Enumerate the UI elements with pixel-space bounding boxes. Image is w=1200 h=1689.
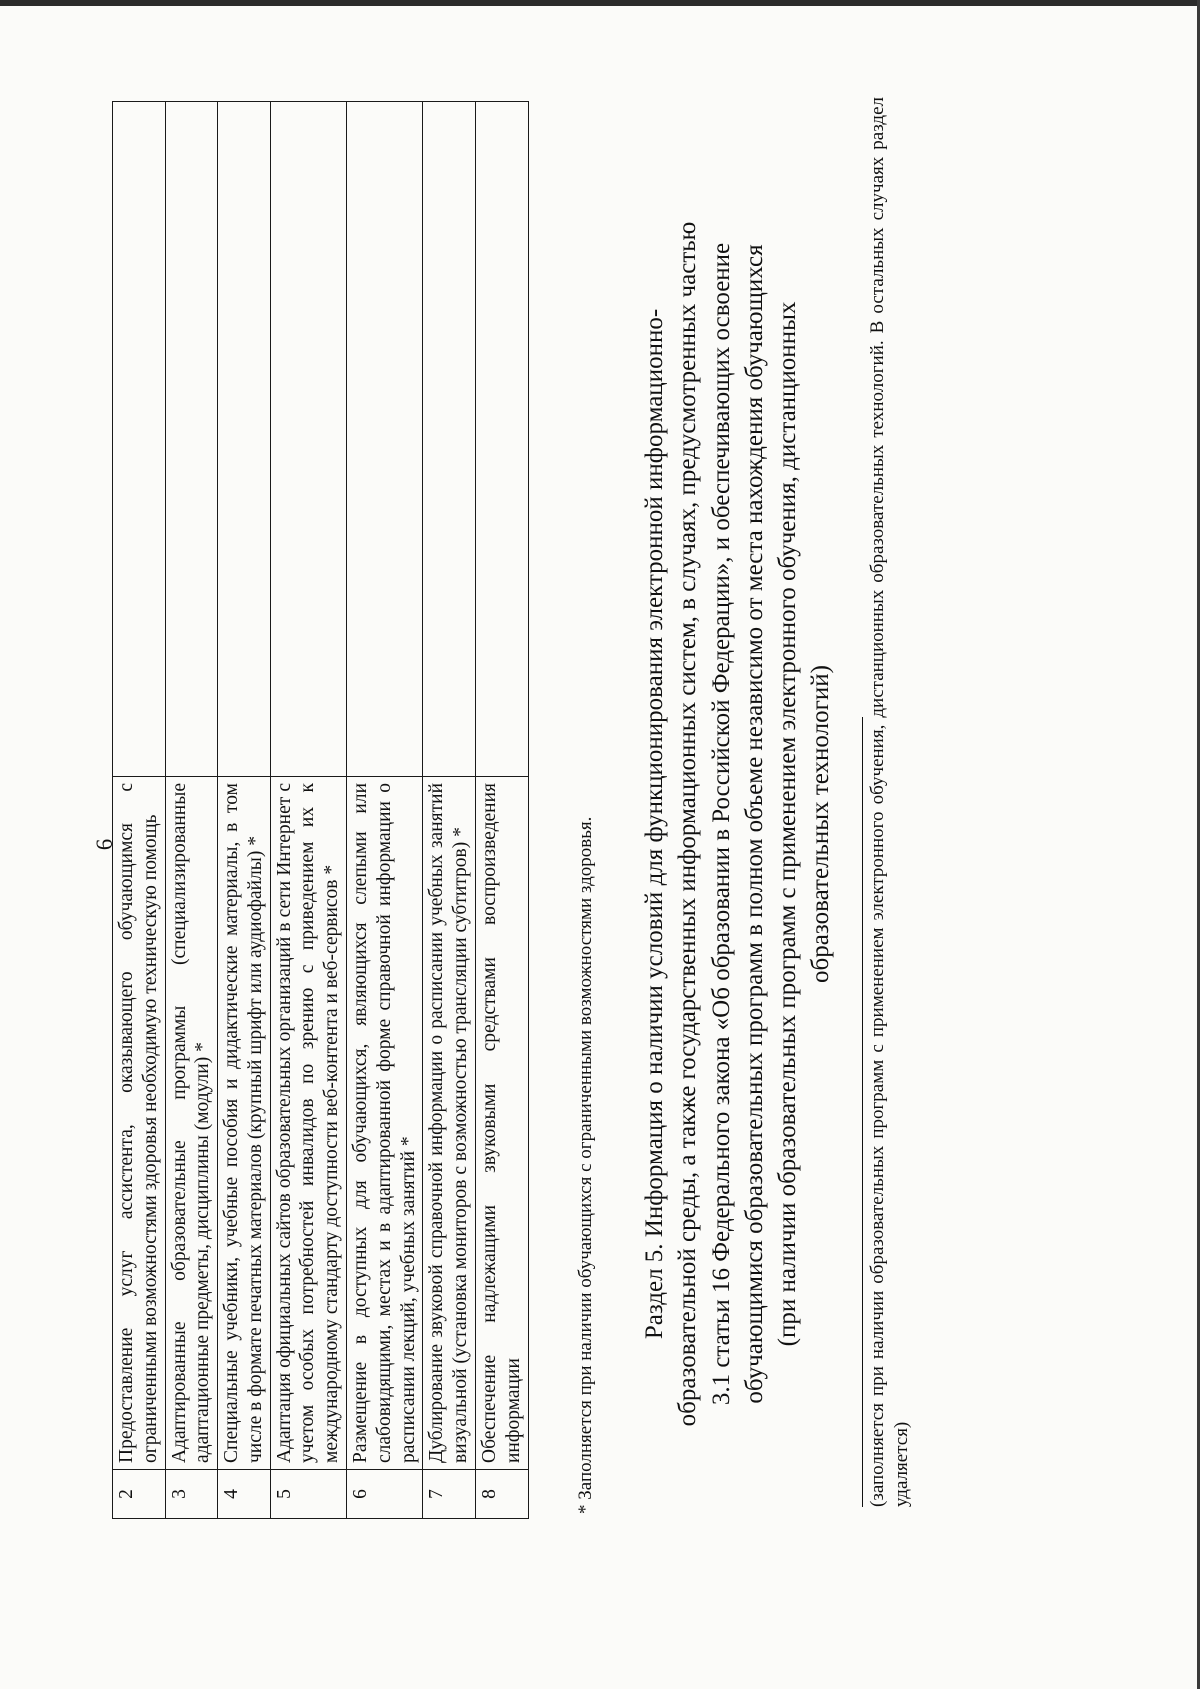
row-number: 3: [165, 1470, 218, 1519]
row-number: 7: [423, 1470, 476, 1519]
row-number: 4: [218, 1470, 271, 1519]
row-requirement: Адаптированные образовательные программы (специализированные адаптационные предметы, дисциплины (модули) *: [165, 777, 218, 1470]
table-row: [347, 102, 423, 1519]
row-requirement: Размещение в доступных для обучающихся, являющихся слепыми или слабовидящими, местах и в адаптированной форме справочной информации о расписании лекций, учебных занятий *: [347, 777, 423, 1470]
row-value-cell: [113, 102, 166, 777]
row-number: 6: [347, 1470, 423, 1519]
conditions-table-wrap: [112, 101, 529, 1519]
table-row: [423, 102, 476, 1519]
row-requirement: Предоставление услуг ассистента, оказывающего обучающимся с ограниченными возможностями здоровья необходимую техническую помощь: [113, 777, 166, 1470]
footnote: * Заполняется при наличии обучающихся с ограниченными возможностями здоровья.: [575, 816, 596, 1514]
row-number: 5: [270, 1470, 346, 1519]
row-value-cell: [270, 102, 346, 777]
row-requirement: Дублирование звуковой справочной информации о расписании учебных занятий визуальной (установка мониторов с возможностью трансляции субтитров) *: [423, 777, 476, 1470]
section-heading-line: Раздел 5. Информация о наличии условий для функционирования электронной информационно-: [641, 308, 668, 1340]
section-5-heading: [638, 109, 838, 1539]
section-heading-line: (при наличии образовательных программ с применением электронного обучения, дистанционных: [774, 301, 801, 1347]
table-row: [165, 102, 218, 1519]
section-heading-line: образовательной среды, а также государственных информационных систем, в случаях, предусмотренных частью: [674, 221, 702, 1427]
row-number: 8: [475, 1470, 528, 1519]
row-requirement: Обеспечение надлежащими звуковыми средствами воспроизведения информации: [475, 777, 528, 1470]
table-row: [113, 102, 166, 1519]
section-heading-line: 3.1 статьи 16 Федерального закона «Об образовании в Российской Федерации», и обеспечивающих освоение: [707, 242, 735, 1406]
table-row: [270, 102, 346, 1519]
conditions-table: [112, 101, 529, 1519]
row-value-cell: [475, 102, 528, 777]
row-value-cell: [218, 102, 271, 777]
row-number: 2: [113, 1470, 166, 1519]
row-value-cell: [165, 102, 218, 777]
section-heading-line: образовательных технологий): [807, 665, 835, 983]
row-value-cell: [347, 102, 423, 777]
section-note: (заполняется при наличии образовательных программ с применением электронного обучения, дистанционных образовательных технологий. В остальных случаях раздел удаляется): [867, 97, 912, 1507]
table-row: [218, 102, 271, 1519]
note-divider: [862, 717, 863, 1507]
row-requirement: Специальные учебники, учебные пособия и дидактические материалы, в том числе в формате печатных материалов (крупный шрифт или аудиофайлы) *: [218, 777, 271, 1470]
page-number: 6: [92, 838, 117, 851]
row-requirement: Адаптация официальных сайтов образовательных организаций в сети Интернет с учетом особых потребностей инвалидов по зрению с приведением их к международному стандарту доступности веб-контента и веб-сервисов *: [270, 777, 346, 1470]
section-heading-line: обучающимися образовательных программ в полном объеме независимо от места нахождения обучающихся: [740, 244, 768, 1404]
row-value-cell: [423, 102, 476, 777]
table-row: [475, 102, 528, 1519]
